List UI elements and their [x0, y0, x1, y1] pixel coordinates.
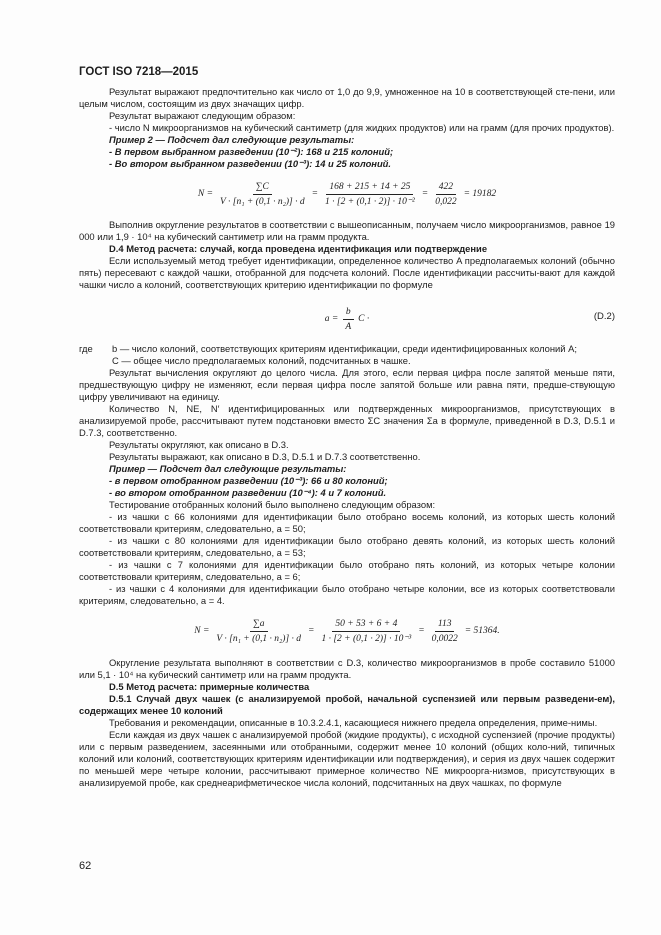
- formula-fraction: [213, 618, 304, 645]
- example-item: - Во втором выбранном разведении (10⁻³): 14 и 25 колоний.: [109, 158, 392, 169]
- paragraph: Если каждая из двух чашек с анализируемой пробой (жидкие продукты), с исходной суспензией (прочие продукты) или с первым разведением, засеянными или отобранными, содержит менее 10 колоний (общих коло-ний, типичных колоний или колоний, соответствующих критериям идентификации или подтверждения), и серия из двух чашек содержит по меньшей мере четыре колонии, рассчитывают примерное количество NE микроорга-низмов, присутствующих в анализируемой пробе, как среднеарифметическое числа колоний, подсчитанных на двух чашках, по формуле: [79, 729, 615, 788]
- section-heading: D.5 Метод расчета: примерные количества: [109, 681, 310, 692]
- list-item: - из чашки с 4 колониями для идентификации было отобрано четыре колонии, все из которых соответствовали критериям, следовательно, a = 4.: [79, 583, 615, 606]
- formula-rhs: C ·: [358, 314, 370, 324]
- formula-d2: [79, 297, 615, 341]
- formula-lhs: a =: [324, 314, 339, 324]
- formula-lhs: N =: [194, 626, 210, 636]
- definition-text: C — общее число предполагаемых колоний, подсчитанных в чашке.: [112, 355, 411, 366]
- fraction-denominator: 1 · [2 + (0,1 · 2)] · 10⁻²: [325, 196, 415, 207]
- formula-fraction: [432, 181, 459, 208]
- paragraph: Требования и рекомендации, описанные в 10.3.2.4.1, касающиеся нижнего предела определения, приме-нимы.: [109, 717, 598, 728]
- example-item: - во втором отобранном разведении (10⁻⁴): 4 и 7 колоний.: [109, 487, 387, 498]
- formula-result: = 51364.: [464, 626, 500, 636]
- fraction-numerator: ∑C: [253, 181, 272, 195]
- paragraph: Результаты округляют, как описано в D.3.: [109, 439, 289, 450]
- fraction-denominator: V · [n₁ + (0,1 · n₂)] · d: [216, 633, 302, 644]
- definition-label-spacer: [79, 355, 112, 367]
- fraction-denominator: 0,0022: [431, 633, 458, 644]
- example-heading: Пример 2 — Подсчет дал следующие результаты:: [109, 134, 355, 145]
- formula-equals: =: [308, 626, 315, 636]
- paragraph: Результат выражают предпочтительно как число от 1,0 до 9,9, умноженное на 10 в соответствующей сте-пени, или целым числом, состоящим из двух значащих цифр.: [79, 86, 615, 109]
- page-body: [79, 86, 615, 789]
- list-item: - из чашки с 66 колониями для идентификации было отобрано восемь колоний, из которых шесть колоний соответствовали критериям, следовательно, a = 50;: [79, 511, 615, 534]
- formula-result: = 19182: [463, 189, 497, 199]
- paragraph: Результат выражают следующим образом:: [109, 110, 296, 121]
- formula-d3: [79, 611, 615, 651]
- formula-fraction: [322, 181, 418, 208]
- definition-label: где: [79, 343, 93, 354]
- formula-equals: =: [418, 626, 425, 636]
- formula-fraction: [342, 306, 354, 333]
- definition-row: [79, 355, 615, 367]
- paragraph: Тестирование отобранных колоний было выполнено следующим образом:: [109, 499, 436, 510]
- section-heading: D.4 Метод расчета: случай, когда проведена идентификация или подтверждение: [109, 243, 488, 254]
- example-item: - В первом выбранном разведении (10⁻²): 168 и 215 колоний;: [109, 146, 394, 157]
- paragraph: Результаты выражают, как описано в D.3, D.5.1 и D.7.3 соответственно.: [109, 451, 421, 462]
- fraction-numerator: b: [343, 306, 354, 320]
- fraction-denominator: A: [345, 321, 352, 332]
- paragraph: - число N микроорганизмов на кубический сантиметр (для жидких продуктов) или на грамм (для прочих продуктов).: [109, 122, 615, 133]
- fraction-numerator: 168 + 215 + 14 + 25: [326, 181, 413, 195]
- list-item: - из чашки с 80 колониями для идентификации было отобрано девять колоний, из которых шесть колоний соответствовали критериям, следовательно, a = 53;: [79, 535, 615, 558]
- example-heading: Пример — Подсчет дал следующие результаты:: [109, 463, 347, 474]
- example-item: - в первом отобранном разведении (10⁻³): 66 и 80 колоний;: [109, 475, 388, 486]
- formula-fraction: [429, 618, 461, 645]
- fraction-denominator: 1 · [2 + (0,1 · 2)] · 10⁻³: [321, 633, 412, 644]
- document-header: ГОСТ ISO 7218—2015: [79, 66, 199, 78]
- formula-lhs: N =: [197, 189, 213, 199]
- formula-fraction: [318, 618, 414, 645]
- paragraph: Результат вычисления округляют до целого числа. Для этого, если первая цифра после запятой меньше пяти, предшествующую цифру не изменяют, если первая цифра после запятой больше или равна пяти, предше-ствующую цифру увеличивают на единицу.: [79, 367, 615, 402]
- paragraph: Округление результата выполняют в соответствии с D.3, количество микроорганизмов в пробе составило 51000 или 5,1 · 10⁴ на кубический сантиметр или на грамм продукта.: [79, 657, 615, 680]
- fraction-denominator: 0,022: [435, 196, 457, 207]
- list-item: - из чашки с 7 колониями для идентификации было отобрано пять колоний, из которых четыре колонии соответствовали критериям, следовательно, a = 6;: [79, 559, 615, 582]
- formula-equals: =: [311, 189, 319, 199]
- formula-fraction: [217, 181, 308, 208]
- fraction-denominator: V · [n₁ + (0,1 · n₂)] · d: [219, 196, 305, 207]
- paragraph: Выполнив округление результатов в соответствии с вышеописанным, получаем число микроорганизмов, равное 19 000 или 1,9 · 10⁴ на кубический сантиметр или на грамм продукта.: [79, 219, 615, 242]
- formula-equals: =: [421, 189, 429, 199]
- definition-row: [79, 343, 615, 355]
- formula-d1: [79, 172, 615, 216]
- fraction-numerator: 113: [435, 618, 455, 632]
- page-number: 62: [79, 860, 92, 872]
- fraction-numerator: 50 + 53 + 6 + 4: [332, 618, 400, 632]
- definition-text: b — число колоний, соответствующих критериям идентификации, среди идентифицированных колоний A;: [112, 343, 577, 354]
- paragraph: Если используемый метод требует идентификации, определенное количество A предполагаемых колоний (обычно пять) пересевают с каждой чашки, отобранной для подсчета колоний. После идентификации рассчиты-вают для каждой чашки число a колоний, соответствующих критерию идентификации по формуле: [79, 255, 615, 290]
- paragraph: Количество N, NE, N′ идентифицированных или подтвержденных микроорганизмов, присутствующих в анализируемой пробе, рассчитывают путем подстановки вместо ΣC значения Σa в формуле, приведенной в D.3, D.5.1 и D.7.3, соответственно.: [79, 403, 615, 438]
- subsection-heading: D.5.1 Случай двух чашек (с анализируемой пробой, начальной суспензией или первым разведени-ем), содержащих менее 10 колоний: [79, 693, 615, 716]
- fraction-numerator: 422: [436, 181, 456, 195]
- equation-number: (D.2): [593, 311, 615, 322]
- fraction-numerator: ∑a: [250, 618, 268, 632]
